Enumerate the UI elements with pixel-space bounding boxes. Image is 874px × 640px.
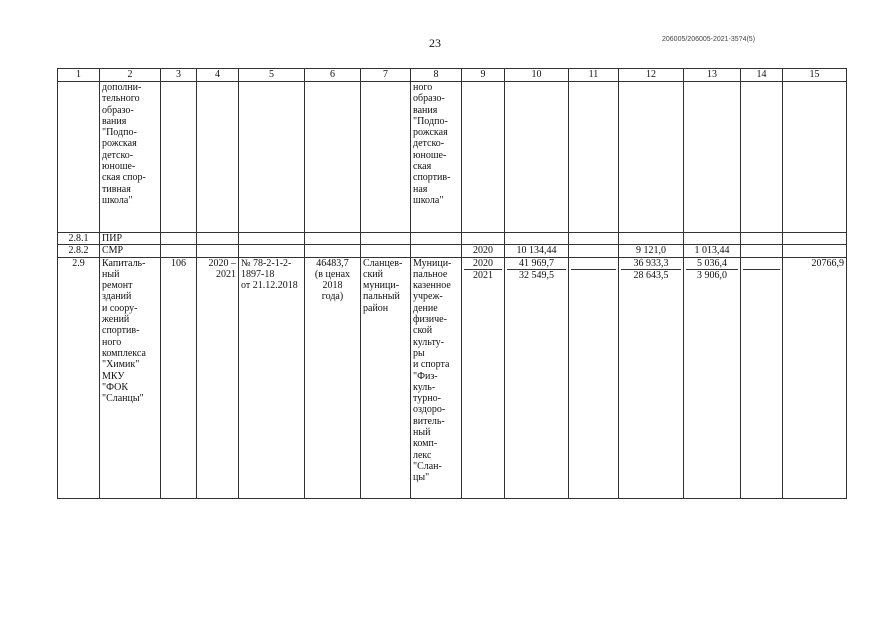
col15-cell: 20766,9	[783, 257, 847, 498]
total-cell: 10 134,44	[505, 245, 569, 257]
total-line: 32 549,5	[507, 269, 566, 281]
data-table	[57, 68, 847, 499]
expertise-cell: № 78-2-1-2- 1897-18 от 21.12.2018	[239, 257, 305, 498]
table-cell	[569, 82, 619, 233]
local-cell	[684, 257, 741, 498]
row-name: СМР	[100, 245, 161, 257]
regional-cell	[619, 257, 684, 498]
local-line: 5 036,4	[697, 257, 727, 269]
header-cell: 5	[239, 69, 305, 82]
object-name-continuation: дополни- тельного образо- вания "Подпо- рожская детско- юноше- ская спор- тивная школа"	[100, 82, 161, 233]
year-line: 2020	[473, 257, 493, 269]
header-cell: 3	[161, 69, 197, 82]
header-cell: 12	[619, 69, 684, 82]
table-row	[58, 257, 847, 498]
year-cell	[462, 257, 505, 498]
table-cell	[197, 82, 239, 233]
table-row	[58, 233, 847, 245]
header-cell: 9	[462, 69, 505, 82]
total-cell	[505, 257, 569, 498]
header-cell: 13	[684, 69, 741, 82]
table-cell	[783, 82, 847, 233]
year-line: 2021	[464, 269, 502, 281]
table-cell	[619, 82, 684, 233]
period-cell: 2020 – 2021	[197, 257, 239, 498]
header-cell: 15	[783, 69, 847, 82]
regional-cell: 9 121,0	[619, 245, 684, 257]
page-number: 23	[429, 36, 441, 50]
customer-cell: Муници- пальное казенное учреж- дение физиче- ской культу- ры и спорта "Физ- куль- турно- оздоро- витель- ный комп- лекс "Слан- цы"	[411, 257, 462, 498]
document-code: 206005/206005-2021-35?4(5)	[662, 36, 756, 43]
continuation-row	[58, 82, 847, 233]
table-cell	[161, 82, 197, 233]
header-cell: 8	[411, 69, 462, 82]
local-line: 3 906,0	[686, 269, 738, 281]
row-number: 2.8.1	[58, 233, 100, 245]
total-line: 41 969,7	[519, 257, 554, 269]
header-cell: 10	[505, 69, 569, 82]
header-cell: 4	[197, 69, 239, 82]
year-cell: 2020	[462, 245, 505, 257]
regional-line: 36 933,3	[633, 257, 669, 269]
table-cell	[505, 82, 569, 233]
row-number: 2.8.2	[58, 245, 100, 257]
table-cell	[569, 257, 619, 498]
code-cell: 106	[161, 257, 197, 498]
header-cell: 1	[58, 69, 100, 82]
header-cell: 11	[569, 69, 619, 82]
local-cell: 1 013,44	[684, 245, 741, 257]
row-name: ПИР	[100, 233, 161, 245]
object-name: Капиталь- ный ремонт зданий и соору- жений спортив- ного комплекса "Химик" МКУ "ФОК "Сланцы"	[100, 257, 161, 498]
municipality-cell: Сланцев- ский муници- пальный район	[361, 257, 411, 498]
regional-line: 28 643,5	[621, 269, 681, 281]
table-cell	[239, 82, 305, 233]
table-cell	[741, 257, 783, 498]
estimated-cost-cell: 46483,7 (в ценах 2018 года)	[305, 257, 361, 498]
header-cell: 14	[741, 69, 783, 82]
table-cell	[741, 82, 783, 233]
table-row	[58, 245, 847, 257]
header-cell: 7	[361, 69, 411, 82]
table-cell	[58, 82, 100, 233]
row-number: 2.9	[58, 257, 100, 498]
customer-continuation: ного образо- вания "Подпо- рожская детско- юноше- ская спортив- ная школа"	[411, 82, 462, 233]
header-cell: 6	[305, 69, 361, 82]
table-cell	[684, 82, 741, 233]
header-cell: 2	[100, 69, 161, 82]
header-row	[58, 69, 847, 82]
table-cell	[462, 82, 505, 233]
table-cell	[361, 82, 411, 233]
table-cell	[305, 82, 361, 233]
